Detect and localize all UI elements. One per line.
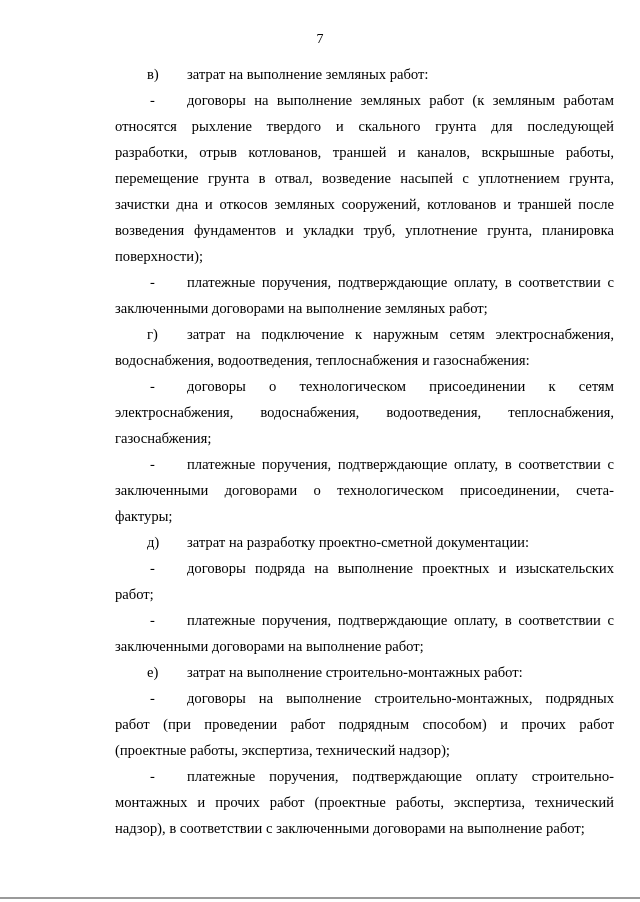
paragraph-line: заключенными договорами о технологическом присоединении, счета-: [115, 483, 614, 499]
paragraph-line: платежные поручения, подтверждающие оплату, в соответствии с: [187, 275, 614, 291]
paragraph-line: водоснабжения, водоотведения, теплоснабжения и газоснабжения:: [115, 353, 530, 369]
list-dash: -: [150, 613, 155, 629]
paragraph-line: платежные поручения, подтверждающие оплату, в соответствии с: [187, 613, 614, 629]
paragraph-line: затрат на подключение к наружным сетям электроснабжения,: [187, 327, 614, 343]
paragraph-line: газоснабжения;: [115, 431, 212, 447]
paragraph-line: работ;: [115, 587, 154, 603]
list-item-marker: в): [147, 67, 159, 83]
page-number: 7: [316, 32, 324, 47]
paragraph-line: электроснабжения, водоснабжения, водоотведения, теплоснабжения,: [115, 405, 614, 421]
paragraph-line: платежные поручения, подтверждающие оплату, в соответствии с: [187, 457, 614, 473]
paragraph-line: договоры на выполнение земляных работ (к земляным работам: [187, 93, 614, 109]
paragraph-line: поверхности);: [115, 249, 204, 265]
paragraph-line: зачистки дна и откосов земляных сооружений, котлованов и траншей после: [115, 197, 614, 213]
paragraph-line: договоры о технологическом присоединении к сетям: [187, 379, 614, 395]
paragraph-line: возведения фундаментов и укладки труб, уплотнение грунта, планировка: [115, 223, 614, 239]
paragraph-line: работ (при проведении работ подрядным способом) и прочих работ: [115, 717, 614, 733]
page-bottom-rule: [0, 897, 640, 899]
list-dash: -: [150, 379, 155, 395]
list-dash: -: [150, 275, 155, 291]
list-dash: -: [150, 93, 155, 109]
paragraph-line: затрат на выполнение земляных работ:: [187, 67, 429, 83]
paragraph-line: договоры подряда на выполнение проектных и изыскательских: [187, 561, 614, 577]
paragraph-line: платежные поручения, подтверждающие оплату строительно-: [187, 769, 614, 785]
paragraph-line: фактуры;: [115, 509, 173, 525]
paragraph-line: разработки, отрыв котлованов, траншей и каналов, вскрышные работы,: [115, 145, 614, 161]
paragraph-line: монтажных и прочих работ (проектные работы, экспертиза, технический: [115, 795, 614, 811]
paragraph-line: надзор), в соответствии с заключенными договорами на выполнение работ;: [115, 821, 585, 837]
paragraph-line: (проектные работы, экспертиза, технический надзор);: [115, 743, 450, 759]
list-dash: -: [150, 691, 155, 707]
paragraph-line: относятся рыхление твердого и скального грунта для последующей: [115, 119, 614, 135]
list-item-marker: д): [147, 535, 160, 551]
paragraph-line: заключенными договорами на выполнение работ;: [115, 639, 424, 655]
paragraph-line: затрат на разработку проектно-сметной документации:: [187, 535, 530, 551]
list-dash: -: [150, 561, 155, 577]
list-dash: -: [150, 769, 155, 785]
list-item-marker: е): [147, 665, 159, 681]
list-dash: -: [150, 457, 155, 473]
paragraph-line: затрат на выполнение строительно-монтажных работ:: [187, 665, 523, 681]
paragraph-line: перемещение грунта в отвал, возведение насыпей с уплотнением грунта,: [115, 171, 614, 187]
paragraph-line: договоры на выполнение строительно-монтажных, подрядных: [187, 691, 614, 707]
list-item-marker: г): [147, 327, 158, 343]
paragraph-line: заключенными договорами на выполнение земляных работ;: [115, 301, 488, 317]
